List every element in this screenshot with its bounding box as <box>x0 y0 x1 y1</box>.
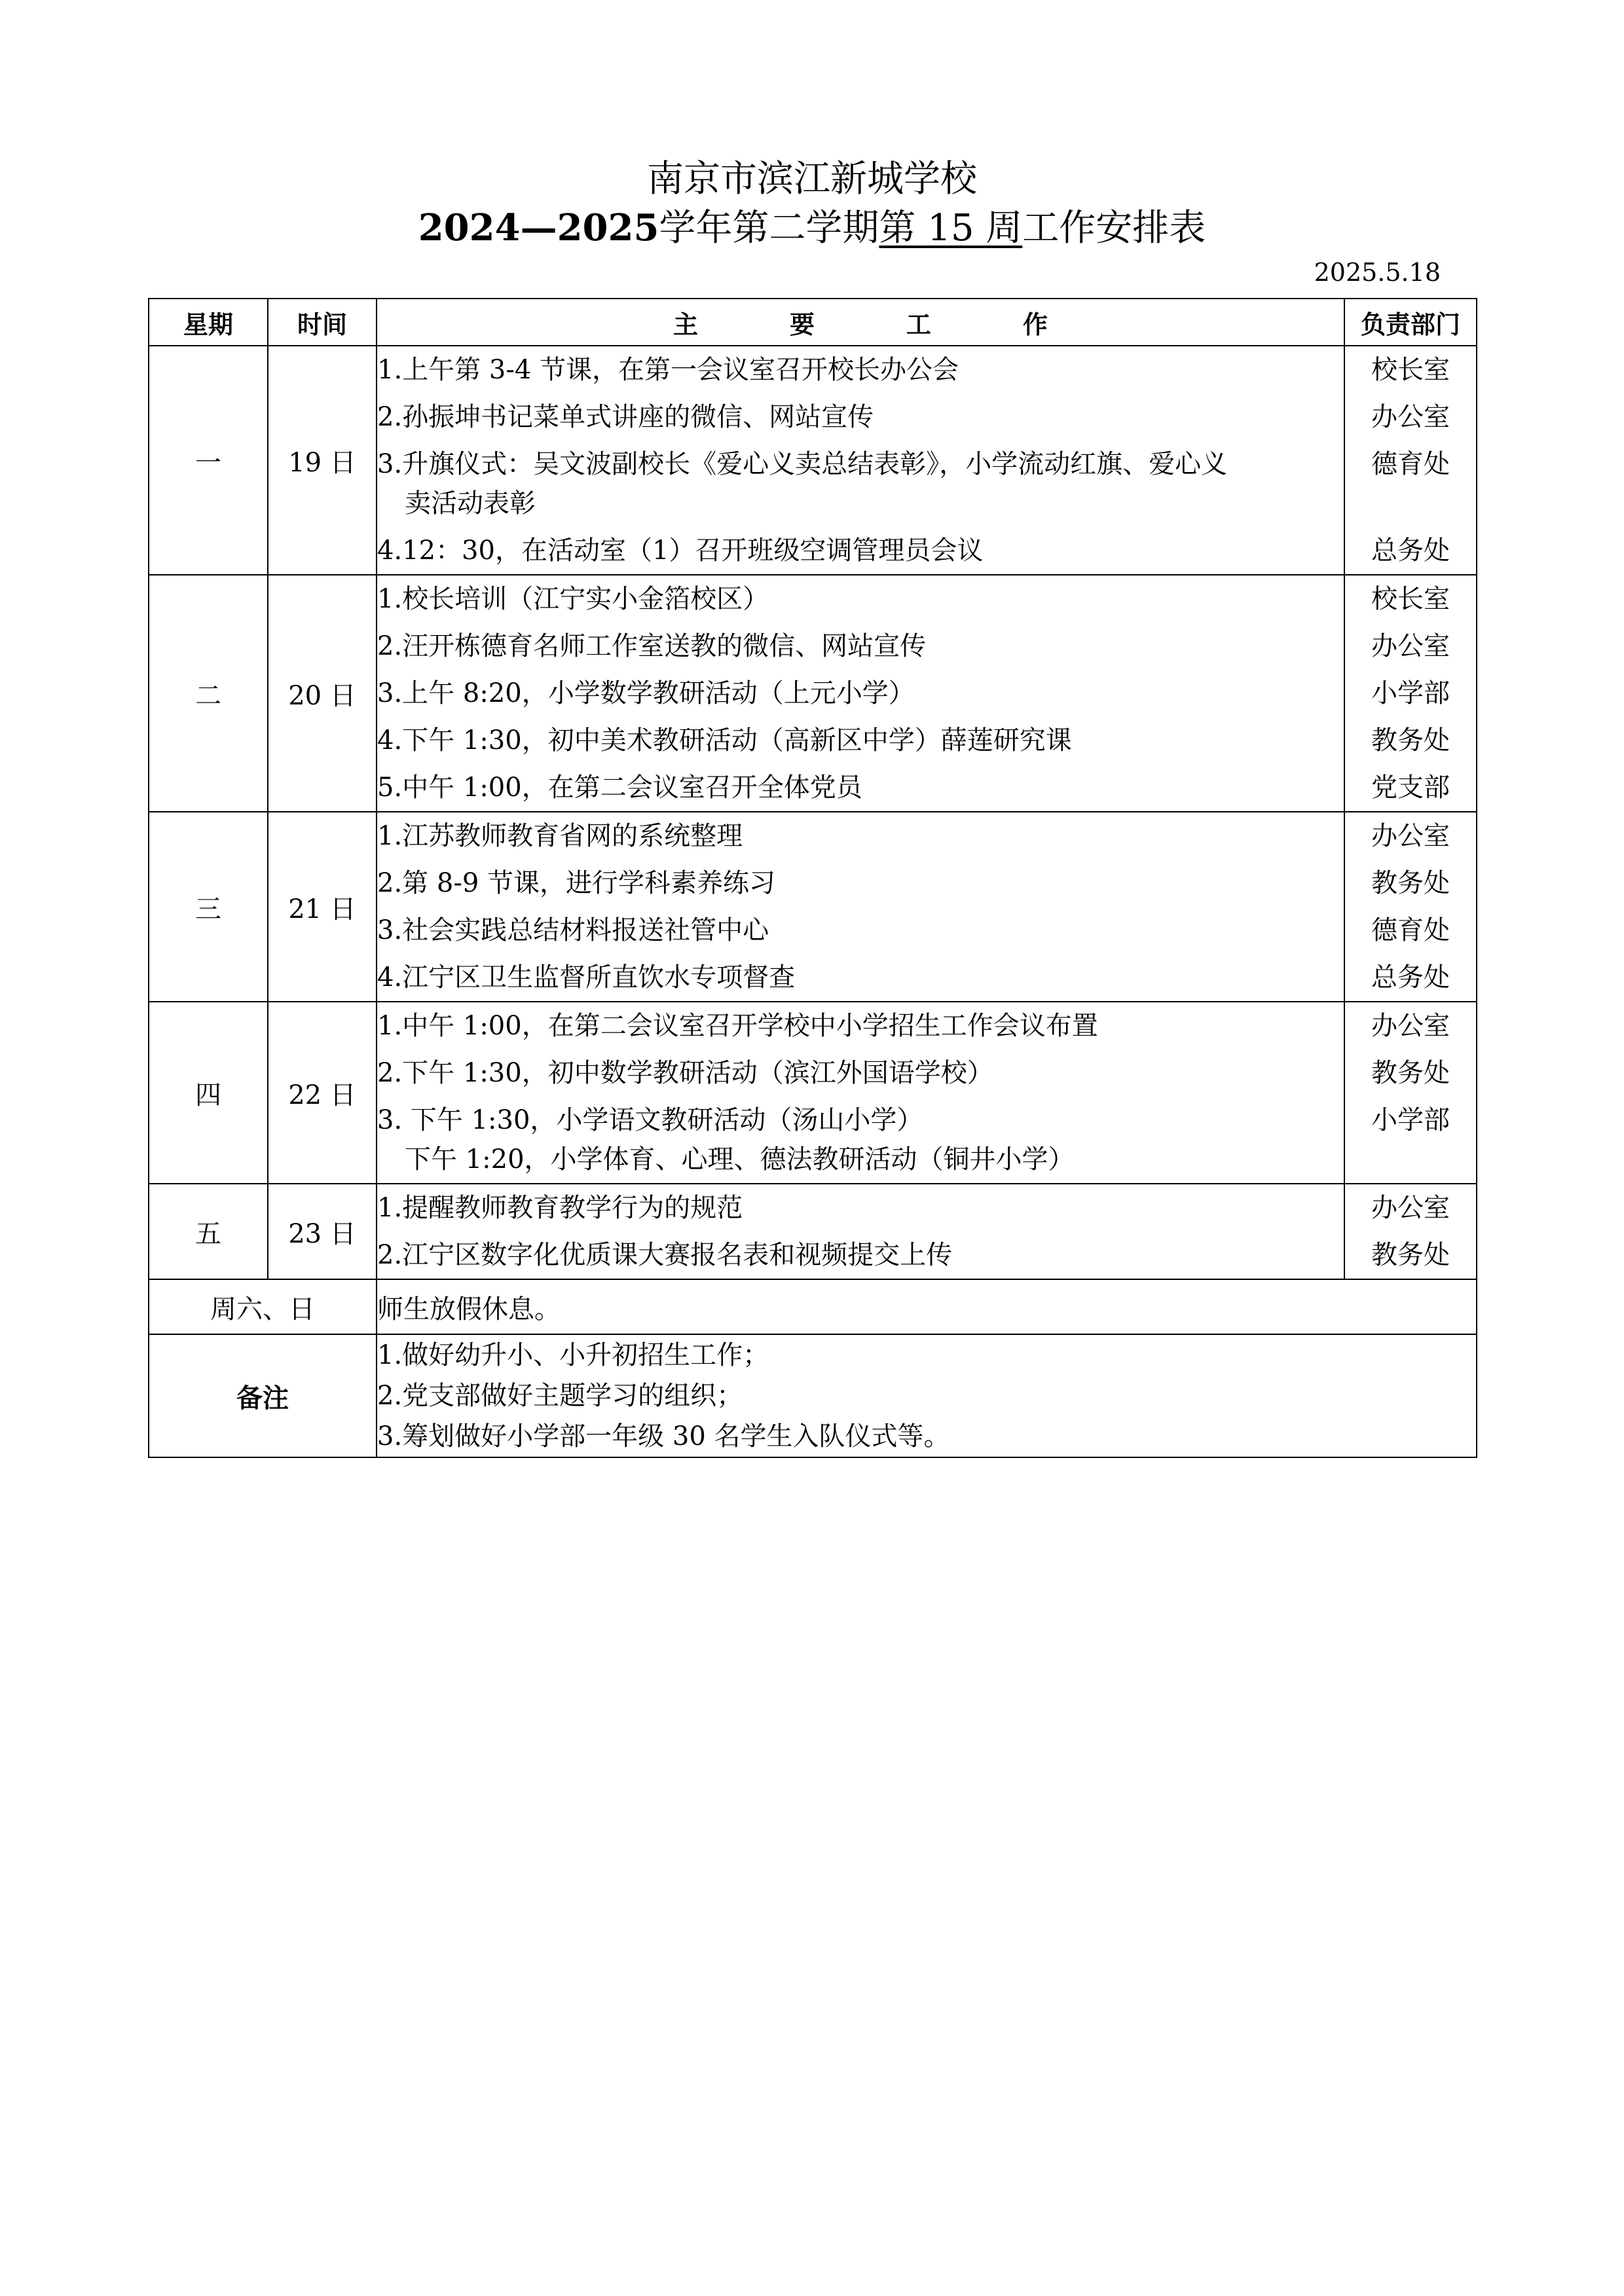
work-item: 4.江宁区卫生监督所直饮水专项督查 <box>377 962 796 993</box>
table-row <box>149 812 1477 1002</box>
dept-cell <box>1344 812 1477 1002</box>
dept-label: 教务处 <box>1371 1058 1450 1088</box>
dept-label: 办公室 <box>1371 631 1450 661</box>
notes-cell <box>377 1334 1477 1457</box>
work-items-cell <box>377 346 1344 575</box>
work-item: 3.上午 8:20，小学数学教研活动（上元小学） <box>377 678 915 708</box>
work-item: 1.江苏教师教育省网的系统整理 <box>377 821 743 851</box>
dept-label: 教务处 <box>1371 1240 1450 1270</box>
dept-label: 总务处 <box>1371 962 1450 993</box>
dept-label: 总务处 <box>1371 536 1450 566</box>
work-items-cell <box>377 812 1344 1002</box>
day-cell: 二 <box>149 575 268 812</box>
work-item: 4.12：30，在活动室（1）召开班级空调管理员会议 <box>377 536 984 566</box>
header-date: 时间 <box>268 299 377 346</box>
table-row <box>149 346 1477 575</box>
schedule-table <box>148 298 1477 1458</box>
notes-row <box>149 1334 1477 1457</box>
term-label: 学年第二学期 <box>659 207 879 249</box>
issue-date: 2025.5.18 <box>1314 258 1441 287</box>
table-row <box>149 1184 1477 1279</box>
table-row <box>149 575 1477 812</box>
work-item: 2.孙振坤书记菜单式讲座的微信、网站宣传 <box>377 402 874 432</box>
dept-label: 教务处 <box>1371 868 1450 898</box>
table-row <box>149 1002 1477 1184</box>
dept-label: 德育处 <box>1371 915 1450 945</box>
dept-label: 校长室 <box>1371 355 1450 385</box>
day-cell: 五 <box>149 1184 268 1279</box>
dept-label: 校长室 <box>1371 584 1450 614</box>
dept-label: 教务处 <box>1371 725 1450 756</box>
note-item: 2.党支部做好主题学习的组织； <box>377 1381 743 1411</box>
day-cell: 三 <box>149 812 268 1002</box>
date-cell: 23 日 <box>268 1184 377 1279</box>
notes-label: 备注 <box>149 1334 377 1457</box>
dept-label: 党支部 <box>1371 773 1450 803</box>
work-item-continuation: 卖活动表彰 <box>405 488 536 519</box>
dept-label: 小学部 <box>1371 678 1450 708</box>
header-main-char: 主 <box>673 309 698 339</box>
table-header-row <box>149 299 1477 346</box>
weekend-row <box>149 1279 1477 1334</box>
note-item: 1.做好幼升小、小升初招生工作； <box>377 1340 769 1370</box>
work-item: 4.下午 1:30，初中美术教研活动（高新区中学）薛莲研究课 <box>377 725 1072 756</box>
dept-cell <box>1344 346 1477 575</box>
day-cell: 一 <box>149 346 268 575</box>
work-item-text: 3.升旗仪式：吴文波副校长《爱心义卖总结表彰》，小学流动红旗、爱心义 <box>377 449 1228 479</box>
header-dept: 负责部门 <box>1344 299 1477 346</box>
work-item: 5.中午 1:00，在第二会议室召开全体党员 <box>377 773 862 803</box>
work-item <box>377 441 1344 527</box>
header-main-char: 作 <box>1023 309 1048 339</box>
dept-label: 办公室 <box>1371 1193 1450 1223</box>
date-cell: 22 日 <box>268 1002 377 1184</box>
dept-cell <box>1344 575 1477 812</box>
header-main-char: 要 <box>789 309 815 339</box>
work-item: 3.社会实践总结材料报送社管中心 <box>377 915 769 945</box>
work-items-cell <box>377 575 1344 812</box>
week-label: 第 15 周 <box>879 207 1023 249</box>
header-main-work <box>377 299 1344 346</box>
dept-cell <box>1344 1184 1477 1279</box>
header-main-char: 工 <box>906 309 932 339</box>
work-items-cell <box>377 1184 1344 1279</box>
work-item: 1.提醒教师教育教学行为的规范 <box>377 1193 743 1223</box>
work-item: 1.校长培训（江宁实小金箔校区） <box>377 584 769 614</box>
work-item-text: 3. 下午 1:30，小学语文教研活动（汤山小学） <box>377 1105 923 1135</box>
work-item-continuation: 下午 1:20，小学体育、心理、德法教研活动（铜井小学） <box>405 1144 1075 1175</box>
weekend-label: 周六、日 <box>149 1279 377 1334</box>
weekend-text: 师生放假休息。 <box>377 1279 1477 1334</box>
dept-label: 德育处 <box>1371 449 1450 479</box>
dept-label: 小学部 <box>1371 1105 1450 1135</box>
note-item: 3.筹划做好小学部一年级 30 名学生入队仪式等。 <box>377 1421 950 1451</box>
schedule-title <box>0 204 1624 252</box>
work-item: 2.下午 1:30，初中数学教研活动（滨江外国语学校） <box>377 1058 993 1088</box>
date-cell: 19 日 <box>268 346 377 575</box>
dept-label: 办公室 <box>1371 402 1450 432</box>
dept-label: 办公室 <box>1371 821 1450 851</box>
date-cell: 20 日 <box>268 575 377 812</box>
work-item: 2.第 8-9 节课，进行学科素养练习 <box>377 868 776 898</box>
date-cell: 21 日 <box>268 812 377 1002</box>
dept-label: 办公室 <box>1371 1011 1450 1041</box>
work-item: 2.江宁区数字化优质课大赛报名表和视频提交上传 <box>377 1240 953 1270</box>
day-cell: 四 <box>149 1002 268 1184</box>
work-item: 2.汪开栋德育名师工作室送教的微信、网站宣传 <box>377 631 927 661</box>
work-item: 1.中午 1:00，在第二会议室召开学校中小学招生工作会议布置 <box>377 1011 1098 1041</box>
term-years: 2024—2025 <box>418 206 659 249</box>
work-item: 1.上午第 3-4 节课，在第一会议室召开校长办公会 <box>377 355 959 385</box>
dept-cell <box>1344 1002 1477 1184</box>
work-item <box>377 1097 1344 1183</box>
header-day: 星期 <box>149 299 268 346</box>
title-suffix: 工作安排表 <box>1022 207 1206 249</box>
work-items-cell <box>377 1002 1344 1184</box>
school-name: 南京市滨江新城学校 <box>647 158 977 200</box>
